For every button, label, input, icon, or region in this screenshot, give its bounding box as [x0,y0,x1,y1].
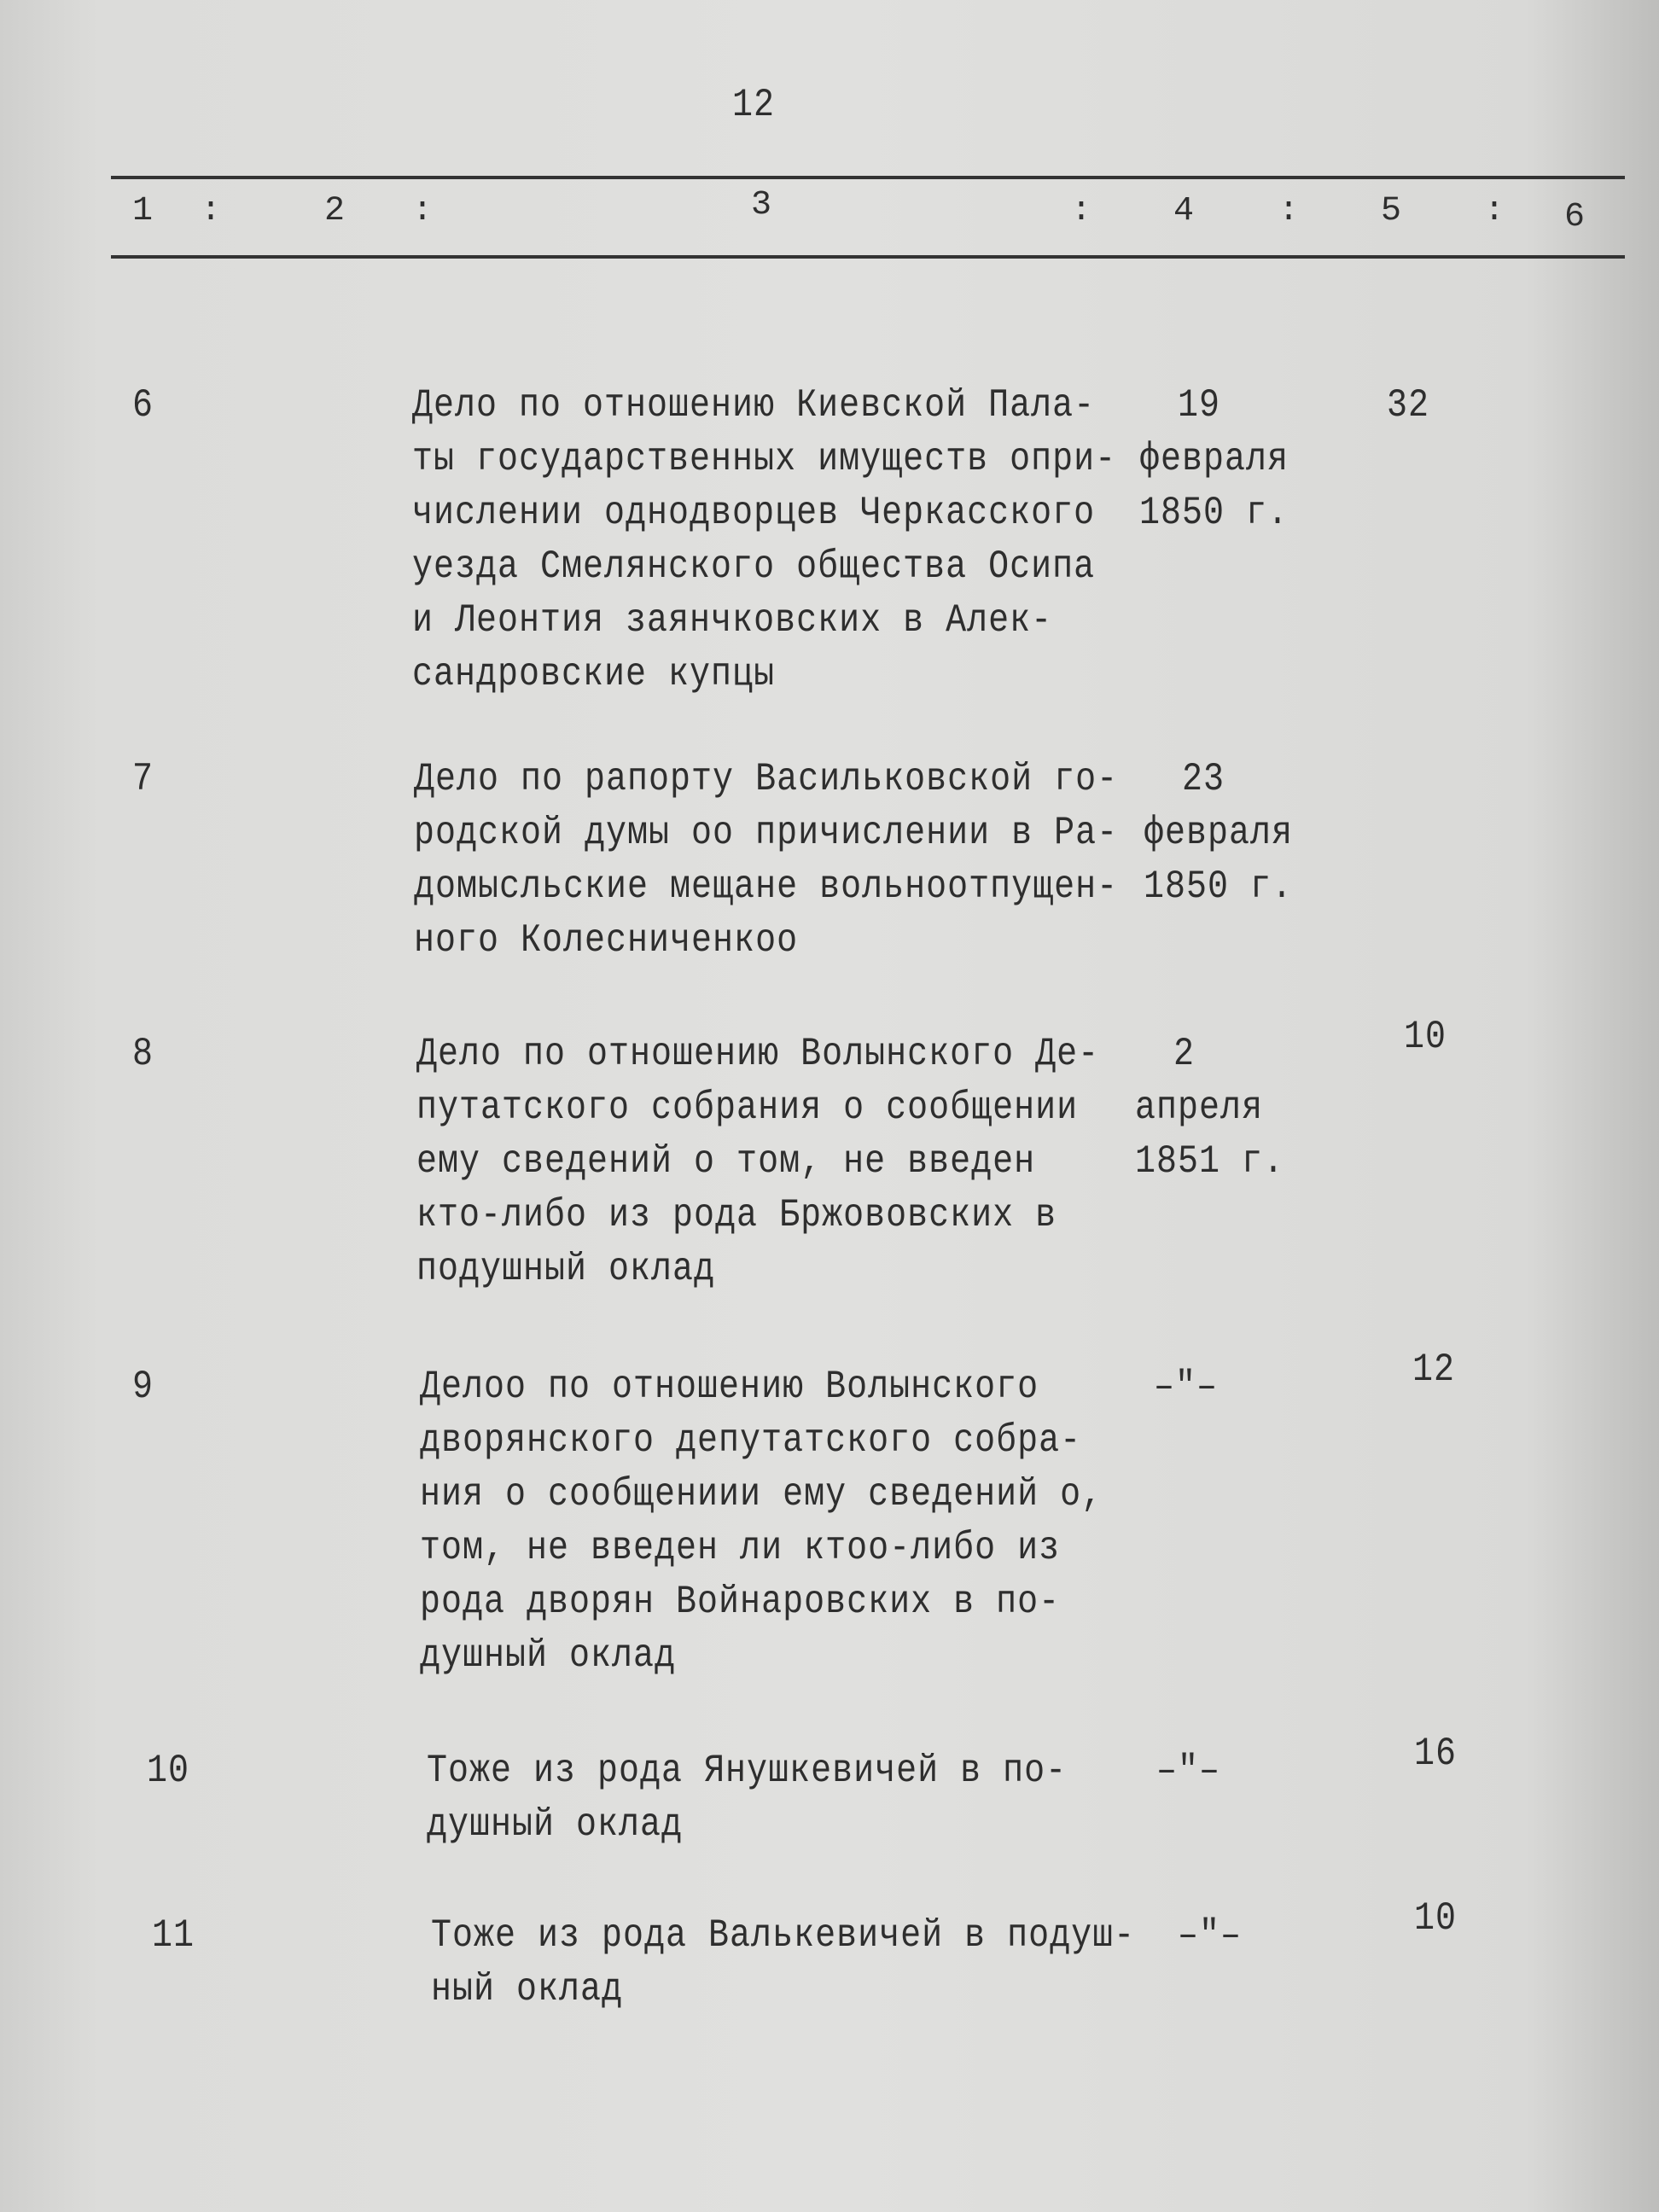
description-line: том, не введен ли ктоо-либо из [420,1527,1061,1572]
date-line: 19 [1178,384,1221,429]
description-line: Делоо по отношению Волынского [420,1365,1039,1411]
date-line: февраля [1139,438,1289,483]
description-line: Дело по рапорту Васильковской го- [414,758,1119,803]
sheet-count: 12 [1412,1348,1456,1394]
date-line: февраля [1144,812,1294,857]
col-separator: : [1071,192,1092,230]
date-line: –"– [1154,1365,1219,1411]
col-header-1: 1 [132,192,154,230]
date-line: апреля [1135,1086,1264,1132]
description-line: подушный оклад [416,1248,716,1293]
sheet-count: 32 [1387,384,1430,429]
description-line: домысльские мещане вольноотпущен- [414,865,1119,911]
description-line: душный оклад [427,1803,684,1848]
date-line: –"– [1178,1914,1243,1959]
description-line: душный оклад [420,1634,677,1679]
col-header-2: 2 [324,192,346,230]
date-line: 1850 г. [1139,492,1289,537]
description-line: ния о сообщениии ему сведений о, [420,1473,1103,1518]
description-line: и Леонтия заянчковских в Алек- [412,599,1053,644]
col-header-4: 4 [1173,192,1195,230]
row-number: 9 [132,1365,154,1411]
col-separator: : [1278,192,1300,230]
col-separator: : [201,192,222,230]
row-number: 8 [132,1033,154,1078]
date-line: 1851 г. [1135,1140,1285,1185]
description-line: Тоже из рода Янушкевичей в по- [427,1749,1068,1795]
header-top-rule [111,176,1625,179]
description-line: Дело по отношению Киевской Пала- [412,384,1096,429]
page-number: 12 [732,84,776,129]
description-line: сандровские купцы [412,653,776,698]
description-line: ты государственных имуществ опри- [412,438,1117,483]
description-line: ему сведений о том, не введен [416,1140,1036,1185]
col-header-6: 6 [1564,198,1586,236]
col-header-5: 5 [1381,192,1402,230]
date-line: –"– [1156,1749,1221,1795]
description-line: числении однодворцев Черкасского [412,492,1096,537]
col-separator: : [412,192,434,230]
description-line: Дело по отношению Волынского Де- [416,1033,1100,1078]
row-number: 6 [132,384,154,429]
description-line: ный оклад [431,1968,624,2013]
description-line: рода дворян Войнаровских в по- [420,1580,1061,1626]
sheet-count: 10 [1414,1897,1458,1942]
description-line: Тоже из рода Валькевичей в подуш- [431,1914,1136,1959]
date-line: 1850 г. [1144,865,1294,911]
col-separator: : [1484,192,1505,230]
row-number: 10 [147,1749,190,1795]
description-line: родской думы оо причислении в Ра- [414,812,1119,857]
row-number: 11 [152,1914,195,1959]
sheet-count: 10 [1404,1016,1447,1061]
description-line: дворянского депутатского собра- [420,1419,1082,1464]
description-line: ного Колесниченкоо [414,919,799,964]
date-line: 2 [1173,1033,1196,1078]
sheet-count: 16 [1414,1732,1458,1778]
description-line: путатского собрания о сообщении [416,1086,1079,1132]
description-line: уезда Смелянского общества Осипа [412,545,1096,591]
description-line: кто-либо из рода Бржововских в [416,1194,1057,1239]
date-line: 23 [1182,758,1225,803]
header-bottom-rule [111,255,1625,259]
row-number: 7 [132,758,154,803]
col-header-3: 3 [751,186,772,224]
